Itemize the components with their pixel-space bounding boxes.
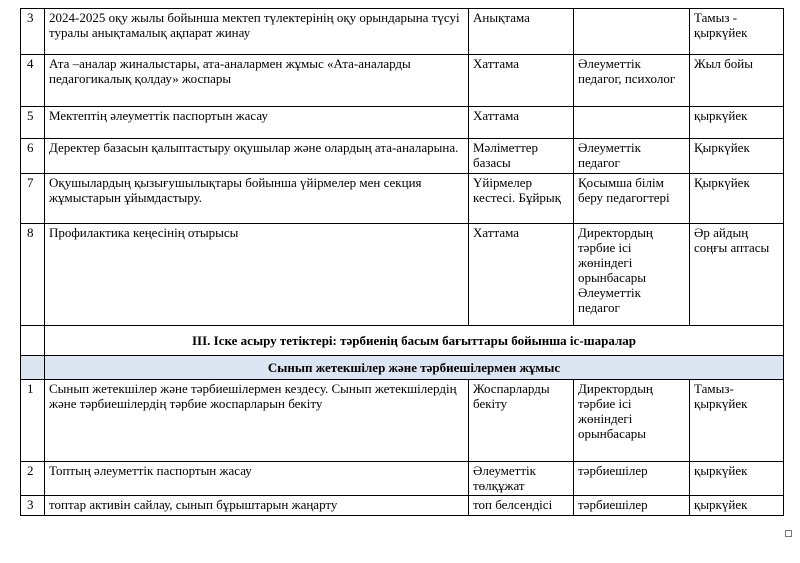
time-cell: қыркүйек: [690, 496, 784, 516]
responsible-cell: тәрбиешілер: [574, 462, 690, 496]
time-cell: Жыл бойы: [690, 55, 784, 107]
row-number: 3: [21, 9, 45, 55]
form-cell: Жоспарларды бекіту: [469, 380, 574, 462]
task-cell: 2024-2025 оқу жылы бойынша мектеп түлектерінің оқу орындарына түсуі туралы анықтамалық ақпарат жинау: [45, 9, 469, 55]
row-number: 3: [21, 496, 45, 516]
time-cell: Тамыз - қыркүйек: [690, 9, 784, 55]
task-cell: Топтың әлеуметтік паспортын жасау: [45, 462, 469, 496]
table-row: [21, 9, 784, 55]
responsible-cell: Директордың тәрбие ісі жөніндегі орынбасары: [574, 380, 690, 462]
task-cell: Мектептің әлеуметтік паспортын жасау: [45, 107, 469, 139]
form-cell: Анықтама: [469, 9, 574, 55]
row-number: 7: [21, 174, 45, 224]
row-number: [21, 356, 45, 380]
responsible-cell: Әлеуметтік педагог: [574, 139, 690, 174]
time-cell: Қыркүйек: [690, 174, 784, 224]
form-cell: Хаттама: [469, 55, 574, 107]
responsible-cell: Қосымша білім беру педагогтері: [574, 174, 690, 224]
section-row: [21, 326, 784, 356]
time-cell: Тамыз- қыркүйек: [690, 380, 784, 462]
time-cell: Қыркүйек: [690, 139, 784, 174]
task-cell: Ата –аналар жиналыстары, ата-аналармен жұмыс «Ата-аналарды педагогикалық қолдау» жоспары: [45, 55, 469, 107]
table-row: [21, 55, 784, 107]
table-row: [21, 224, 784, 326]
form-cell: Хаттама: [469, 107, 574, 139]
responsible-cell: тәрбиешілер: [574, 496, 690, 516]
responsible-cell: Директордың тәрбие ісі жөніндегі орынбасары Әлеуметтік педагог: [574, 224, 690, 326]
row-number: 1: [21, 380, 45, 462]
form-cell: Хаттама: [469, 224, 574, 326]
table-row: [21, 462, 784, 496]
responsible-cell: Әлеуметтік педагог, психолог: [574, 55, 690, 107]
table-row: [21, 380, 784, 462]
task-cell: Оқушылардың қызығушылықтары бойынша үйірмелер мен секция жұмыстарын ұйымдастыру.: [45, 174, 469, 224]
table-row: [21, 496, 784, 516]
time-cell: қыркүйек: [690, 462, 784, 496]
section-title: III. Іске асыру тетіктері: тәрбиенің басым бағыттары бойынша іс-шаралар: [45, 326, 784, 356]
page-corner-mark: [785, 530, 792, 537]
time-cell: Әр айдың соңғы аптасы: [690, 224, 784, 326]
form-cell: топ белсендісі: [469, 496, 574, 516]
form-cell: Үйірмелер кестесі. Бұйрық: [469, 174, 574, 224]
row-number: [21, 326, 45, 356]
row-number: 5: [21, 107, 45, 139]
subsection-row: [21, 356, 784, 380]
form-cell: Әлеуметтік төлқұжат: [469, 462, 574, 496]
time-cell: қыркүйек: [690, 107, 784, 139]
table-row: [21, 107, 784, 139]
row-number: 8: [21, 224, 45, 326]
task-cell: Сынып жетекшілер және тәрбиешілермен кездесу. Сынып жетекшілердің және тәрбиешілердің тәрбие жоспарларын бекіту: [45, 380, 469, 462]
task-cell: топтар активін сайлау, сынып бұрыштарын жаңарту: [45, 496, 469, 516]
task-cell: Профилактика кеңесінің отырысы: [45, 224, 469, 326]
plan-table: [20, 8, 784, 516]
row-number: 6: [21, 139, 45, 174]
task-cell: Деректер базасын қалыптастыру оқушылар және олардың ата-аналарына.: [45, 139, 469, 174]
table-row: [21, 174, 784, 224]
subsection-title: Сынып жетекшілер және тәрбиешілермен жұмыс: [45, 356, 784, 380]
form-cell: Мәліметтер базасы: [469, 139, 574, 174]
table-row: [21, 139, 784, 174]
row-number: 4: [21, 55, 45, 107]
row-number: 2: [21, 462, 45, 496]
responsible-cell: [574, 107, 690, 139]
responsible-cell: [574, 9, 690, 55]
